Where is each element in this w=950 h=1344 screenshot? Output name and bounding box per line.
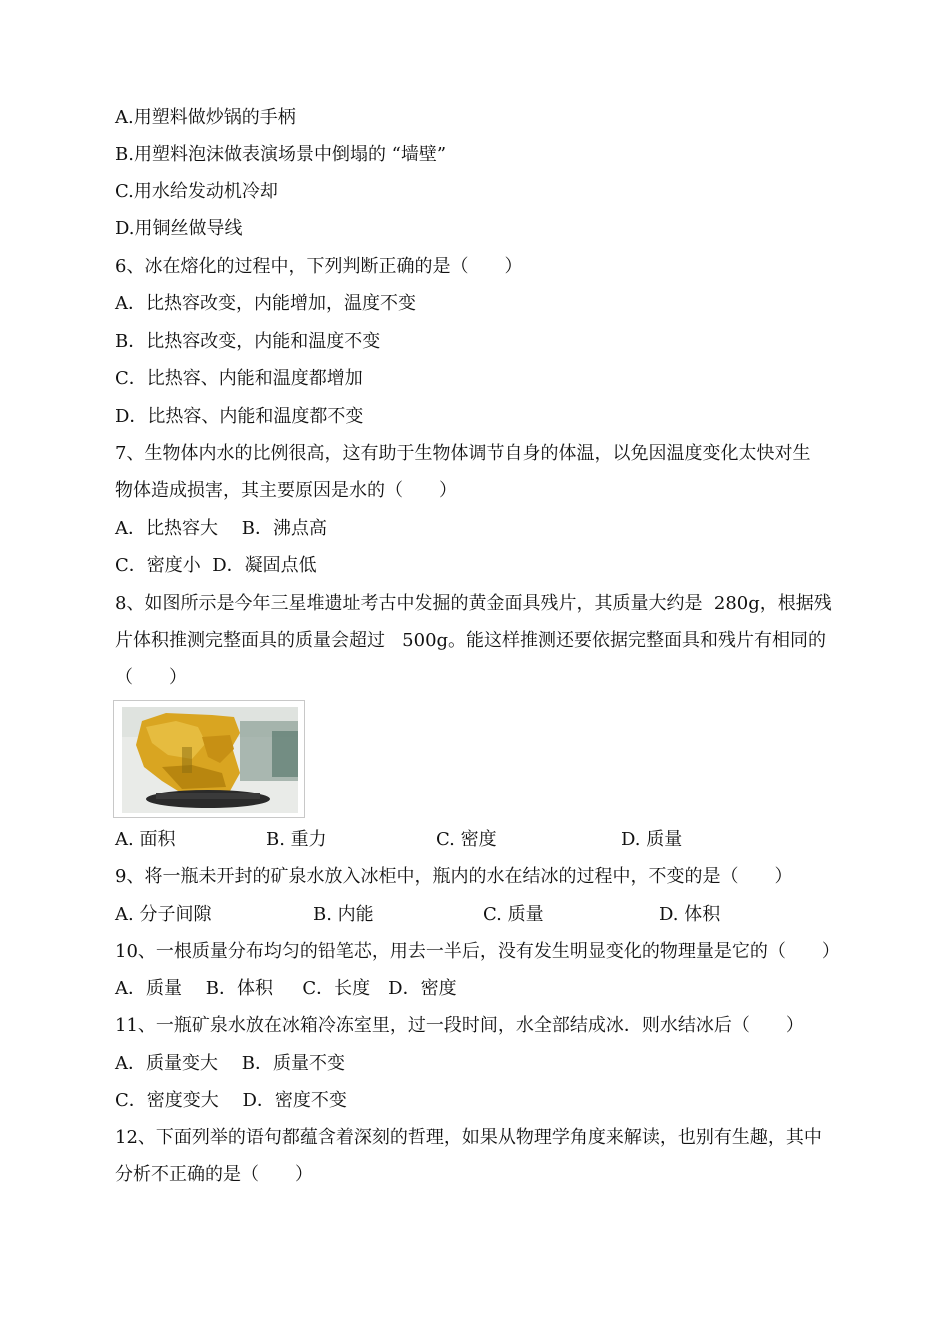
q8-option-a: A. 面积	[115, 829, 176, 850]
q8-option-d: D. 质量	[621, 829, 683, 850]
q9-option-b: B. 内能	[313, 904, 374, 925]
q8-option-b: B. 重力	[266, 829, 327, 850]
question-12-line-2: 分析不正确的是（ ）	[115, 1164, 313, 1185]
option-a-line: A.用塑料做炒锅的手柄	[115, 107, 296, 128]
question-10: 10、一根质量分布均匀的铅笔芯，用去一半后，没有发生明显变化的物理量是它的（ ）	[115, 941, 840, 962]
option-b-line: B.用塑料泡沫做表演场景中倒塌的 “墙壁”	[115, 144, 447, 165]
question-9: 9、将一瓶未开封的矿泉水放入冰柜中，瓶内的水在结冰的过程中，不变的是（ ）	[115, 866, 793, 887]
question-8-line-3: （ ）	[115, 667, 187, 688]
option-d-line: D.用铜丝做导线	[115, 218, 243, 239]
question-7-line-2: 物体造成损害，其主要原因是水的（ ）	[115, 480, 457, 501]
gold-mask-image	[122, 707, 298, 813]
gold-mask-photo	[113, 700, 305, 818]
q9-option-a: A. 分子间隙	[115, 904, 212, 925]
q11-options-ab: A．质量变大 B．质量不变	[115, 1053, 345, 1074]
q7-options-ab: A．比热容大 B．沸点高	[115, 518, 327, 539]
option-c-line: C.用水给发动机冷却	[115, 181, 278, 202]
q6-option-c: C．比热容、内能和温度都增加	[115, 368, 363, 389]
question-6: 6、冰在熔化的过程中，下列判断正确的是（ ）	[115, 256, 523, 277]
q9-option-c: C. 质量	[483, 904, 544, 925]
q8-option-c: C. 密度	[436, 829, 497, 850]
q6-option-a: A．比热容改变，内能增加，温度不变	[115, 293, 416, 314]
q11-options-cd: C．密度变大 D．密度不变	[115, 1090, 347, 1111]
question-12-line-1: 12、下面列举的语句都蕴含着深刻的哲理，如果从物理学角度来解读，也别有生趣，其中	[115, 1127, 822, 1148]
q6-option-b: B．比热容改变，内能和温度不变	[115, 331, 381, 352]
question-8-line-2: 片体积推测完整面具的质量会超过 500g。能这样推测还要依据完整面具和残片有相同的	[115, 630, 827, 651]
q6-option-d: D．比热容、内能和温度都不变	[115, 406, 364, 427]
question-8-line-1: 8、如图所示是今年三星堆遗址考古中发掘的黄金面具残片，其质量大约是 280g，根据残	[115, 593, 832, 614]
q7-options-cd: C．密度小 D．凝固点低	[115, 555, 317, 576]
question-11: 11、一瓶矿泉水放在冰箱冷冻室里，过一段时间，水全部结成冰．则水结冰后（ ）	[115, 1015, 804, 1036]
q10-options: A．质量 B．体积 C．长度 D．密度	[115, 978, 457, 999]
question-7-line-1: 7、生物体内水的比例很高，这有助于生物体调节自身的体温，以免因温度变化太快对生	[115, 443, 811, 464]
q9-option-d: D. 体积	[659, 904, 721, 925]
